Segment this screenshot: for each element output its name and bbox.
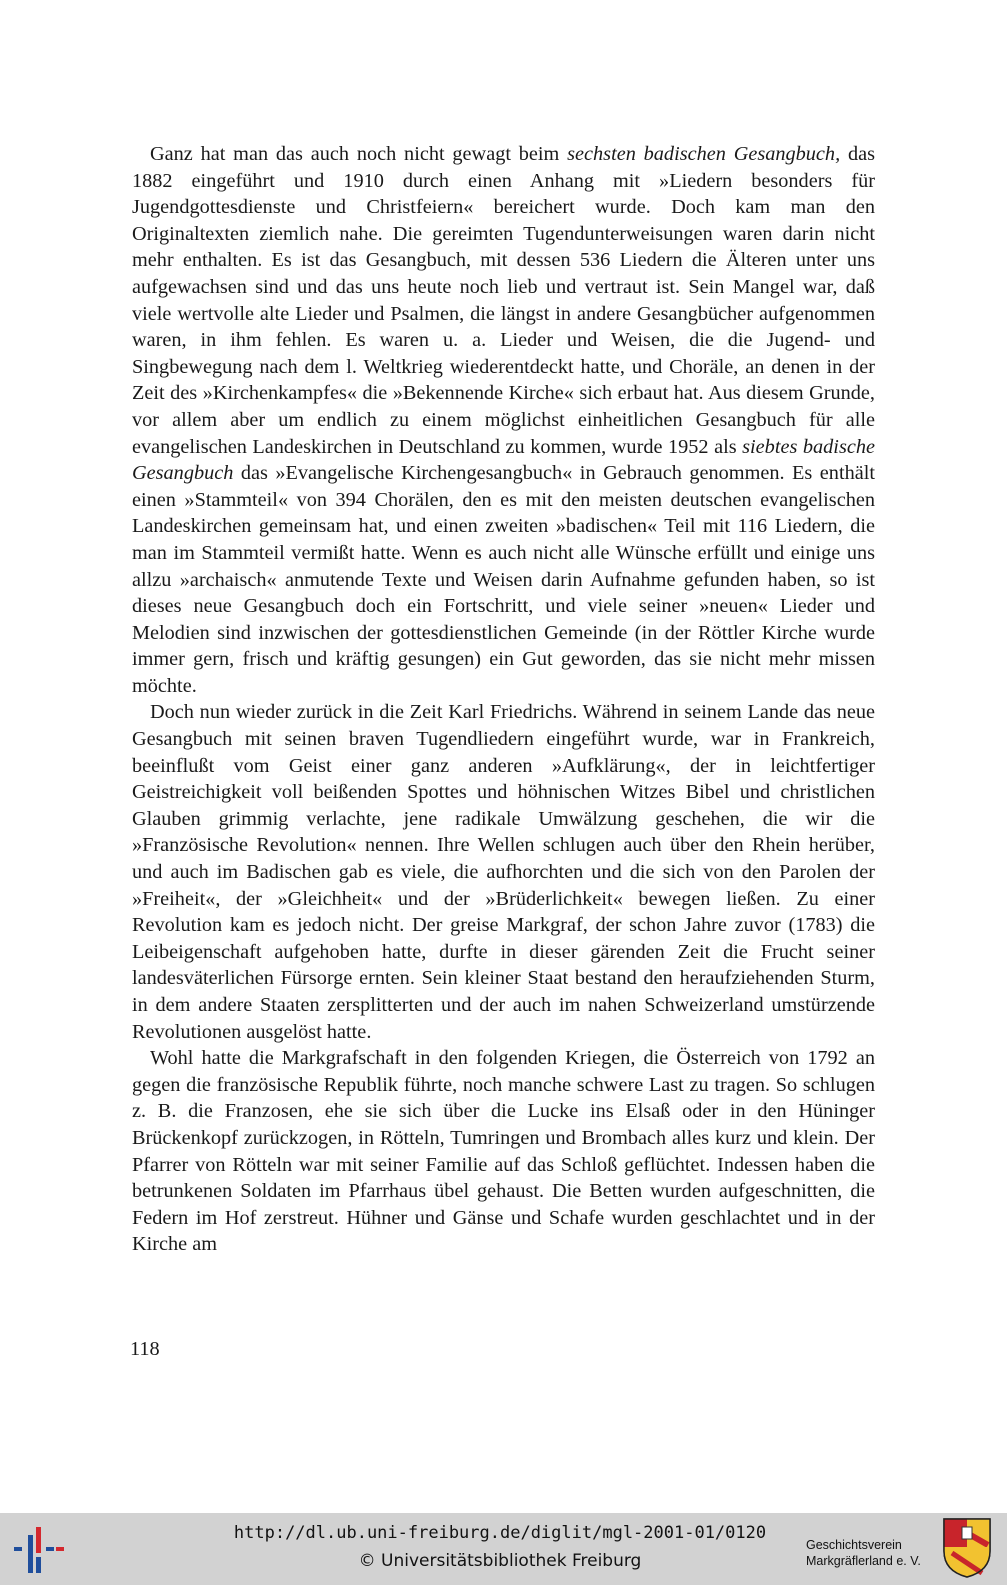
text-run: das »Evangelische Kirchengesangbuch« in Gebrauch genommen. Es enthält einen »Stammteil« von 394 Chorälen, den es mit den meisten deutschen evangelischen Landeskirchen gemeinsam hat, und einen zweiten »badischen« Teil mit 116 Liedern, die man im Stammteil vermißt hatte. Wenn es auch nicht alle Wünsche erfüllt und einige uns allzu »archaisch« anmutende Texte und Weisen darin Aufnahme gefunden haben, so ist dieses neue Gesangbuch doch ein Fortschritt, und viele seiner »neuen« Lieder und Melodien sind inzwischen der gottesdienstlichen Gemeinde (in der Röttler Kirche wurde immer gern, frisch und kräftig gesungen) ein Gut geworden, das sie nicht mehr missen möchte. — [132, 462, 875, 697]
coat-of-arms-icon — [942, 1517, 992, 1579]
text-run: das 1882 eingeführt und 1910 durch einen Anhang mit »Liedern besonders für Jugendgottesdienste und Christfeiern« bereichert wurde. Doch kam man den Originaltexten ziemlich nahe. Die gereimten Tugendunterweisungen waren darin nicht mehr enthalten. Es ist das Gesangbuch, mit dessen 536 Liedern die Älteren unter uns aufgewachsen sind und das uns heute noch lieb und vertraut ist. Sein Mangel war, daß viele wertvolle alte Lieder und Psalmen, die längst in andere Gesangbücher aufgenommen waren, in ihm fehlen. Es waren u. a. Lieder und Weisen, die die Jugend- und Singbewegung nach dem l. Weltkrieg wiederentdeckt hatte, und Choräle, an denen in der Zeit des »Kirchenkampfes« die »Bekennende Kirche« sich erbaut hat. Aus diesem Grunde, vor allem aber um endlich zu einem möglichst einheitlichen Gesangbuch für alle evangelischen Landeskirchen in Deutschland zu kommen, wurde 1952 als — [132, 143, 875, 458]
italic-text: sechsten badischen Gesangbuch, — [567, 143, 841, 165]
footer-url[interactable]: http://dl.ub.uni-freiburg.de/diglit/mgl-2001-01/0120 — [233, 1523, 767, 1543]
footer-copyright: © Universitätsbibliothek Freiburg — [358, 1551, 642, 1571]
paragraph — [132, 141, 875, 699]
italic-text: siebtes badische Gesangbuch — [132, 435, 875, 485]
society-line-1: Geschichtsverein — [806, 1538, 902, 1552]
body-text — [132, 141, 875, 1258]
ub-freiburg-logo-icon — [12, 1527, 66, 1573]
paragraph — [132, 1045, 875, 1258]
text-run: Doch nun wieder zurück in die Zeit Karl Friedrichs. Während in seinem Lande das neue Gesangbuch mit seinen braven Tugendliedern eingeführt wurde, war in Frankreich, beeinflußt vom Geist einer ganz anderen »Aufklärung«, der in leichtfertiger Geistreichigkeit voll beißenden Spottes und höhnischen Witzes Bibel und christlichen Glauben grimmig verlachte, jene radikale Umwälzung geschehen, die wir die »Französische Revolution« nennen. Ihre Wellen schlugen auch über den Rhein herüber, und auch im Badischen gab es viele, die aufhorchten und die sich von den Parolen der »Freiheit«, der »Gleichheit« und der »Brüderlichkeit« bewegen ließen. Zu einer Revolution kam es jedoch nicht. Der greise Markgraf, der schon Jahre zuvor (1783) die Leibeigenschaft aufgehoben hatte, durfte in dieser gärenden Zeit die Frucht seiner landesväterlichen Fürsorge ernten. Sein kleiner Staat bestand den heraufziehenden Sturm, in dem andere Staaten zersplitterten und der auch im nahen Schweizerland umstürzende Revolutionen ausgelöst hatte. — [132, 701, 875, 1043]
text-run: Wohl hatte die Markgrafschaft in den folgenden Kriegen, die Österreich von 1792 an gegen die französische Republik führte, noch manche schwere Last zu tragen. So schlugen z. B. die Franzosen, ehe sie sich über die Lucke ins Elsaß oder in den Hüninger Brückenkopf zurückzogen, in Rötteln, Tumringen und Brombach alles kurz und klein. Der Pfarrer von Rötteln war mit seiner Familie auf das Schloß geflüchtet. Indessen haben die betrunkenen Soldaten im Pfarrhaus übel gehaust. Die Betten wurden aufgeschnitten, die Federn im Hof zerstreut. Hühner und Gänse und Schafe wurden geschlachtet und in der Kirche am — [132, 1047, 875, 1256]
paragraph — [132, 699, 875, 1045]
text-run: Ganz hat man das auch noch nicht gewagt beim — [150, 143, 568, 165]
society-name — [806, 1537, 932, 1569]
society-line-2: Markgräflerland e. V. — [806, 1554, 921, 1568]
footer-bar — [0, 1513, 1007, 1585]
page-number: 118 — [130, 1338, 160, 1360]
